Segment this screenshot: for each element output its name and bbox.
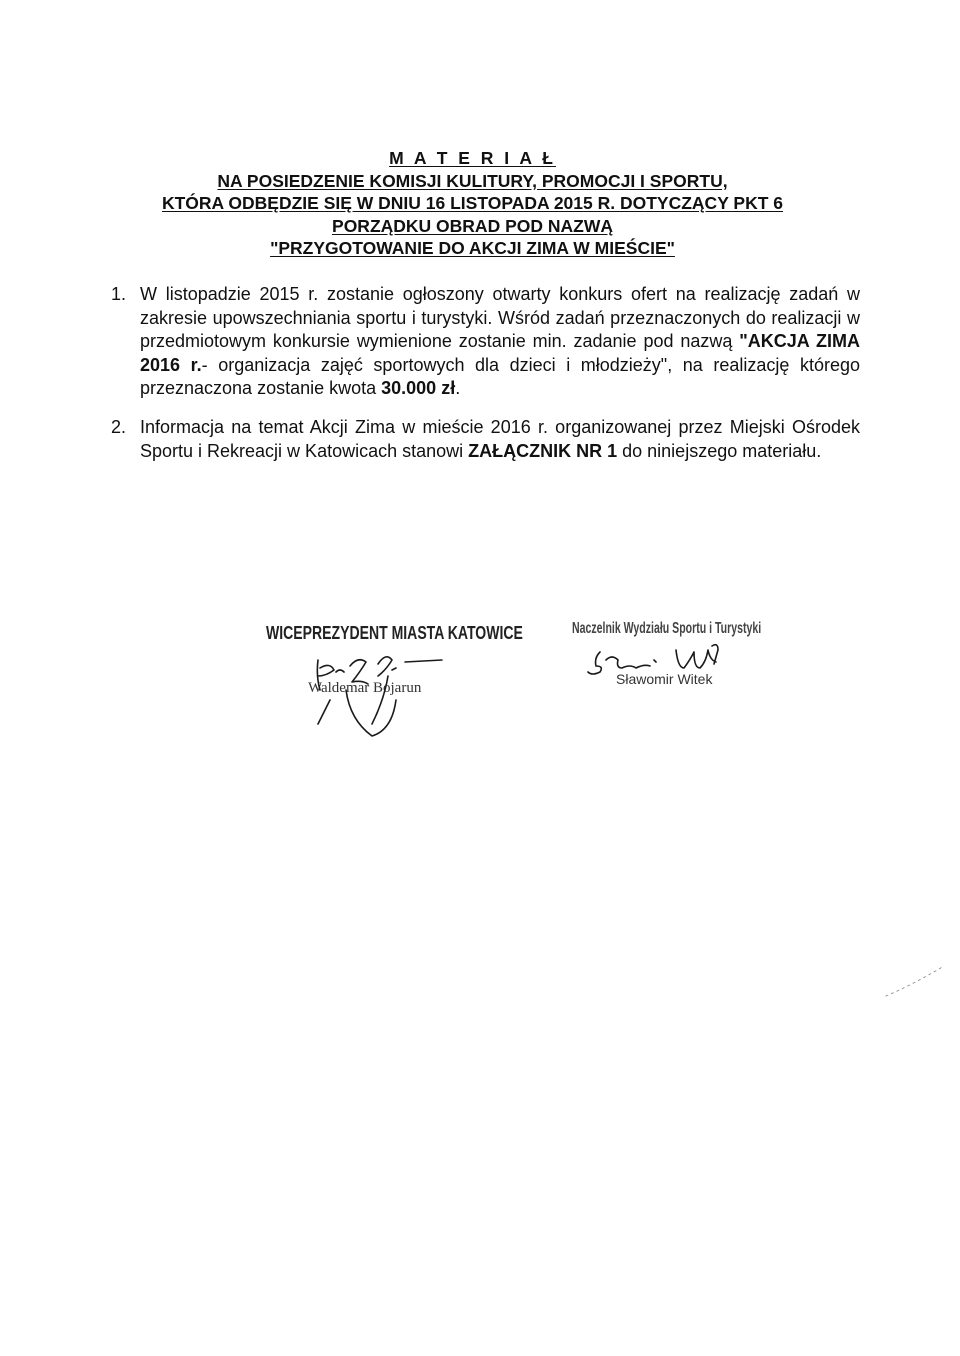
right-signature-scribble <box>588 645 718 674</box>
header-line-4: "PRZYGOTOWANIE DO AKCJI ZIMA W MIEŚCIE" <box>270 238 675 258</box>
left-signature-name: Waldemar Bojarun <box>308 680 422 696</box>
item-text-part: Informacja na temat Akcji Zima w mieście 2016 r. organizowanej przez Miejski Ośrodek Sportu i Rekreacji w Katowicach stanowi <box>140 417 860 461</box>
scan-marks <box>886 966 944 996</box>
item-text-part: - organizacja zajęć sportowych dla dzieci i młodzieży", na realizację którego przeznaczona zostanie kwota <box>140 354 861 398</box>
item-text-part: W listopadzie 2015 r. zostanie ogłoszony otwarty konkurs ofert na realizację zadań w zakresie upowszechniania sportu i turystyki. Wśród zadań przeznaczonych do realizacji w przedmiotowym konkursie wymienione zostanie min. zadanie pod nazwą <box>140 284 860 351</box>
list-item-number: 2. <box>111 417 127 437</box>
amount-bold: 30.000 zł <box>381 378 456 398</box>
header-line-3: PORZĄDKU OBRAD POD NAZWĄ <box>332 215 613 236</box>
document-title: M A T E R I A Ł <box>389 148 556 168</box>
header-line-1: NA POSIEDZENIE KOMISJI KULITURY, PROMOCJI I SPORTU, <box>217 170 728 191</box>
right-signature-title: Naczelnik Wydziału Sportu i Turystyki <box>572 620 762 637</box>
attachment-bold: ZAŁĄCZNIK NR 1 <box>468 440 618 461</box>
task-name-bold: "AKCJA ZIMA 2016 r. <box>140 331 860 375</box>
left-signature-title: WICEPREZYDENT MIASTA KATOWICE <box>266 623 523 643</box>
item-text-part: do niniejszego materiału. <box>617 440 822 461</box>
list-item-number: 1. <box>111 284 127 304</box>
item-text-part: . <box>455 378 461 398</box>
right-signature-name: Sławomir Witek <box>616 671 713 687</box>
header-line-2: KTÓRA ODBĘDZIE SIĘ W DNIU 16 LISTOPADA 2015 R. DOTYCZĄCY PKT 6 <box>161 193 784 213</box>
left-signature-scribble <box>317 657 442 736</box>
